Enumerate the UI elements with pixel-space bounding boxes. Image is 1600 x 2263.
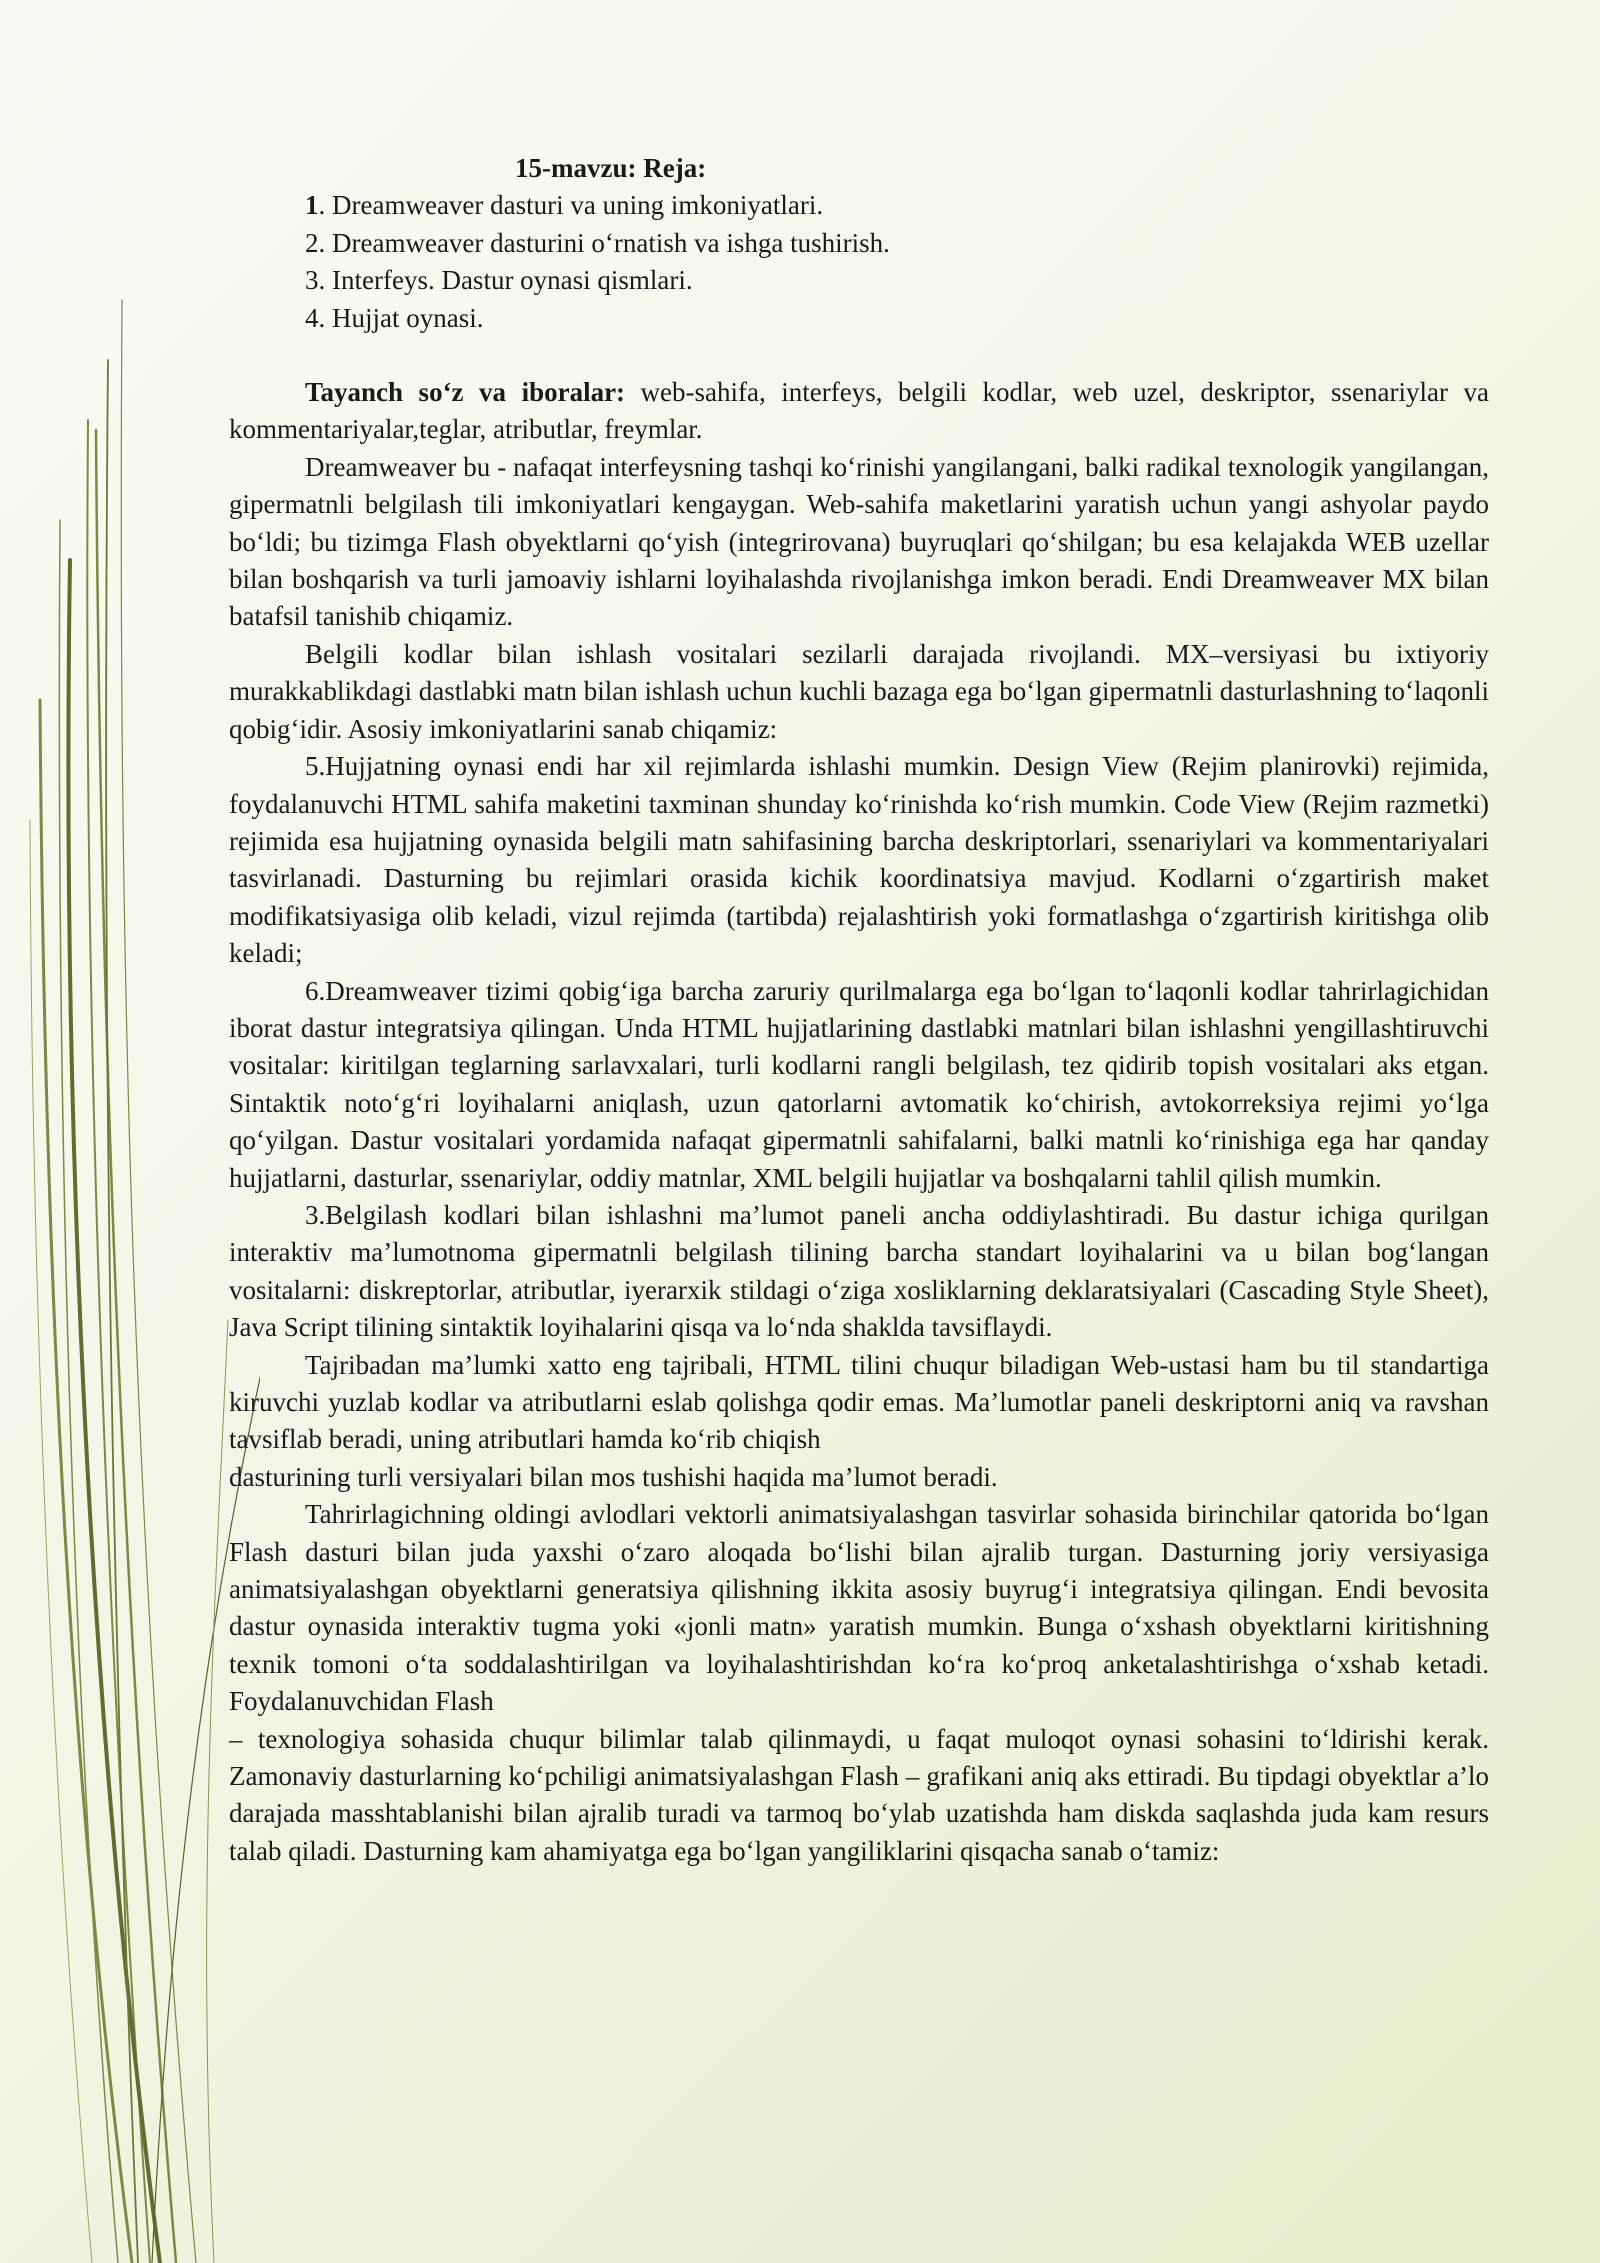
body-paragraph: 3.Belgilash kodlari bilan ishlashni ma’lumot paneli ancha oddiylashtiradi. Bu dastur ichiga qurilgan interaktiv ma’lumotnoma gipermatnli belgilash tilining barcha standart loyihalarini va u bilan bog‘langan vositalarni: diskreptorlar, atributlar, iyerarxik stildagi o‘ziga xosliklarning deklaratsiyalari (Cascading Style Sheet), Java Script tilining sintaktik loyihalarini qisqa va lo‘nda shaklda tavsiflaydi. (229, 1199, 1489, 1343)
spacer (229, 337, 1489, 374)
plan-item (305, 225, 1489, 262)
body-paragraph: Tajribadan ma’lumki xatto eng tajribali, HTML tilini chuqur biladigan Web-ustasi ham bu til standartiga kiruvchi yuzlab kodlar va atributlarni eslab qolishga qodir emas. Ma’lumotlar paneli deskriptorni aniq va ravshan tavsiflab beradi, uning atributlari hamda ko‘rib chiqish (229, 1349, 1489, 1455)
plan-item-text: . Hujjat oynasi. (318, 302, 484, 333)
body-paragraph-continued: – texnologiya sohasida chuqur bilimlar talab qilinmaydi, u faqat muloqot oynasi sohasini to‘ldirishi kerak. Zamonaviy dasturlarning ko‘pchiligi animatsiyalashgan Flash – grafikani aniq aks ettiradi. Bu tipdagi obyektlar a’lo darajada masshtablanishi bilan ajralib turadi va tarmoq bo‘ylab uzatishda ham diskda saqlashda juda kam resurs talab qiladi. Dasturning kam ahamiyatga ega bo‘lgan yangiliklarini qisqacha sanab o‘tamiz: (229, 1723, 1489, 1866)
plan-item (305, 187, 1489, 224)
body-paragraph: Belgili kodlar bilan ishlash vositalari sezilarli darajada rivojlandi. MX–versiyasi bu ixtiyoriy murakkablikdagi dastlabki matn bilan ishlash uchun kuchli bazaga ega bo‘lgan gipermatnli dasturlashning to‘laqonli qobig‘idir. Asosiy imkoniyatlarini sanab chiqamiz: (229, 638, 1489, 744)
document-page (229, 150, 1489, 1870)
plan-item (305, 300, 1489, 337)
plan-list (229, 187, 1489, 337)
keywords-paragraph (229, 374, 1489, 449)
body-paragraph: 5.Hujjatning oynasi endi har xil rejimlarda ishlashi mumkin. Design View (Rejim planirovki) rejimida, foydalanuvchi HTML sahifa maketini taxminan shunday ko‘rinishda ko‘rish mumkin. Code View (Rejim razmetki) rejimida esa hujjatning oynasida belgili matn sahifasining barcha deskriptorlari, ssenariylari va kommentariyalari tasvirlanadi. Dasturning bu rejimlari orasida kichik koordinatsiya mavjud. Kodlarni o‘zgartirish maket modifikatsiyasiga olib keladi, vizul rejimda (tartibda) rejalashtirish yoki formatlashga o‘zgartirish kiritishga olib keladi; (229, 751, 1489, 969)
body-paragraph-continued: dasturining turli versiyalari bilan mos tushishi haqida ma’lumot beradi. (229, 1461, 998, 1492)
plan-item-text: . Interfeys. Dastur oynasi qismlari. (318, 265, 693, 296)
plan-item-number: 3 (305, 265, 319, 296)
decorative-grass-lines (0, 0, 260, 2263)
plan-item-text: . Dreamweaver dasturi va uning imkoniyatlari. (318, 190, 824, 221)
plan-item (305, 262, 1489, 299)
page-title: 15-mavzu: Reja: (515, 153, 707, 183)
plan-item-number: 2 (305, 227, 319, 258)
plan-item-number: 4 (305, 302, 319, 333)
plan-item-text: . Dreamweaver dasturini o‘rnatish va ishga tushirish. (318, 227, 890, 258)
keywords-text: web-sahifa, interfeys, belgili kodlar, web uzel, deskriptor, ssenariylar va kommentariyalar,teglar, atributlar, freymlar. (229, 377, 1489, 445)
body-paragraph: Tahrirlagichning oldingi avlodlari vektorli animatsiyalashgan tasvirlar sohasida birinchilar qatorida bo‘lgan Flash dasturi bilan juda yaxshi o‘zaro aloqada bo‘lishi bilan ajralib turgan. Dasturning joriy versiyasiga animatsiyalashgan obyektlarni generatsiya qilishning ikkita asosiy buyrug‘i integratsiya qilingan. Endi bevosita dastur oynasida interaktiv tugma yoki «jonli matn» yaratish mumkin. Bunga o‘xshash obyektlarni kiritishning texnik tomoni o‘ta soddalashtirilgan va loyihalashtirishdan ko‘ra ko‘proq anketalashtirishga o‘xshab ketadi. Foydalanuvchidan Flash (229, 1499, 1489, 1717)
body-paragraph: Dreamweaver bu - nafaqat interfeysning tashqi ko‘rinishi yangilangani, balki radikal texnologik yangilangan, gipermatnli belgilash tili imkoniyatlari kengaygan. Web-sahifa maketlarini yaratish uchun yangi ashyolar paydo bo‘ldi; bu tizimga Flash obyektlarni qo‘yish (integrirovana) buyruqlari qo‘shilgan; bu esa kelajakda WEB uzellar bilan boshqarish va turli jamoaviy ishlarni loyihalashda rivojlanishga imkon beradi. Endi Dreamweaver MX bilan batafsil tanishib chiqamiz. (229, 451, 1489, 632)
body-paragraph: 6.Dreamweaver tizimi qobig‘iga barcha zaruriy qurilmalarga ega bo‘lgan to‘laqonli kodlar tahrirlagichidan iborat dastur integratsiya qilingan. Unda HTML hujjatlarining dastlabki matnlari bilan ishlashni yengillashtiruvchi vositalar: kiritilgan teglarning sarlavxalari, turli kodlarni rangli belgilash, tez qidirib topish vositalari aks etgan. Sintaktik noto‘g‘ri loyihalarni aniqlash, uzun qatorlarni avtomatik ko‘chirish, avtokorreksiya rejimi yo‘lga qo‘yilgan. Dastur vositalari yordamida nafaqat gipermatnli sahifalarni, balki matnli ko‘rinishiga ega har qanday hujjatlarni, dasturlar, ssenariylar, oddiy matnlar, XML belgili hujjatlar va boshqalarni tahlil qilish mumkin. (229, 975, 1489, 1193)
plan-item-number: 1 (305, 190, 319, 221)
keywords-label: Tayanch so‘z va iboralar: (305, 377, 626, 408)
